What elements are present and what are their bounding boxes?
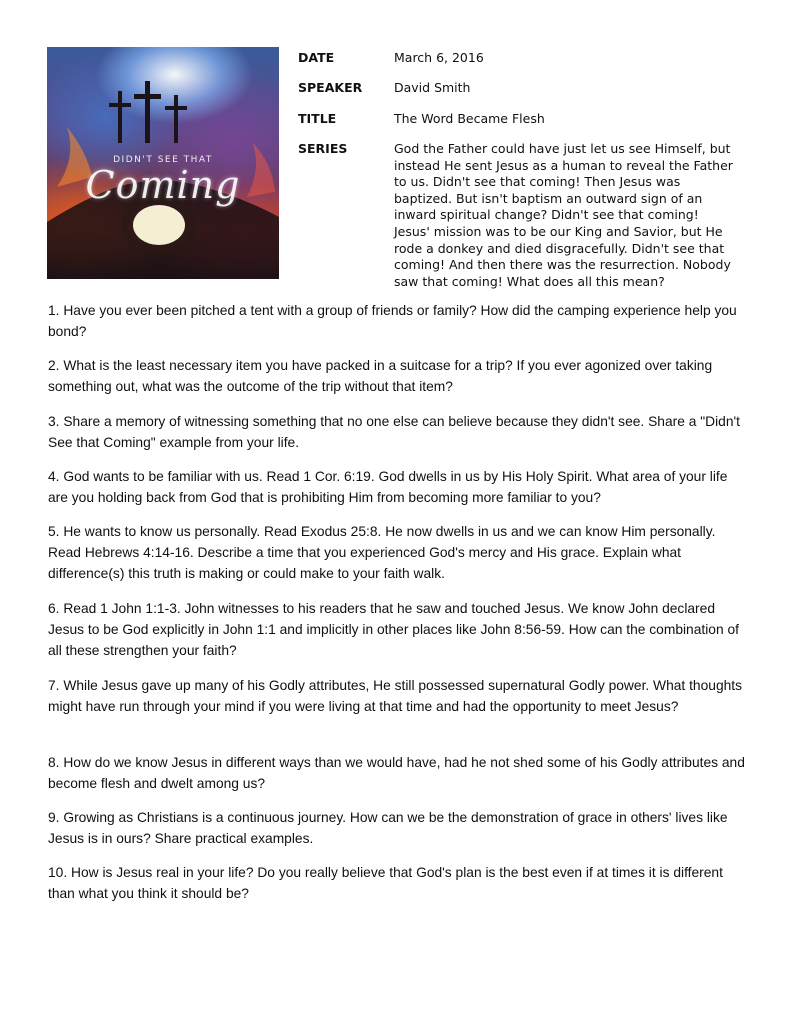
speaker-value: David Smith [394, 80, 471, 95]
speaker-label: SPEAKER [298, 80, 363, 95]
question-item: 1. Have you ever been pitched a tent with a group of friends or family? How did the camping experience help you bond? [48, 303, 737, 339]
question-item: 7. While Jesus gave up many of his Godly attributes, He still possessed supernatural Godly power. What thoughts might have run through your mind if you were living at that time and had the opportunity to meet Jesus? [48, 678, 743, 714]
artwork-title-small: DIDN'T SEE THAT [113, 155, 213, 165]
question-item: 10. How is Jesus real in your life? Do you really believe that God's plan is the best even if at times it is different than what you think it should be? [48, 865, 723, 901]
date-value: March 6, 2016 [394, 50, 484, 65]
artwork-title-large: Coming [85, 163, 241, 207]
title-label: TITLE [298, 111, 337, 126]
date-label: DATE [298, 50, 335, 65]
question-item: 4. God wants to be familiar with us. Read 1 Cor. 6:19. God dwells in us by His Holy Spirit. What area of your life are you holding back from God that is prohibiting Him from becoming more familiar to you? [48, 469, 728, 505]
sermon-series-artwork [47, 47, 279, 279]
question-item: 6. Read 1 John 1:1-3. John witnesses to his readers that he saw and touched Jesus. We know John declared Jesus to be God explicitly in John 1:1 and implicitly in other places like John 8:56-59. How can the combination of all these strengthen your faith? [48, 601, 739, 658]
series-label: SERIES [298, 141, 348, 156]
question-item: 2. What is the least necessary item you have packed in a suitcase for a trip? If you ever agonized over taking something out, what was the outcome of the trip without that item? [48, 358, 713, 394]
question-item: 8. How do we know Jesus in different ways than we would have, had he not shed some of his Godly attributes and become flesh and dwelt among us? [48, 755, 745, 791]
question-item: 9. Growing as Christians is a continuous journey. How can we be the demonstration of grace in others' lives like Jesus is in ours? Share practical examples. [48, 810, 728, 846]
series-description: God the Father could have just let us see Himself, but instead He sent Jesus as a human to reveal the Father to us. Didn't see that coming! Then Jesus was baptized. But isn't baptism an outward sign of an inward spiritual change? Didn't see that coming! Jesus' mission was to be our King and Savior, but He rode a donkey and died disgracefully. Didn't see that coming! And then there was the resurrection. Nobody saw that coming! What does all this mean? [394, 141, 733, 289]
title-value: The Word Became Flesh [394, 111, 545, 126]
question-item: 5. He wants to know us personally. Read Exodus 25:8. He now dwells in us and we can know Him personally. Read Hebrews 4:14-16. Describe a time that you experienced God's mercy and His grace. Explain what difference(s) this truth is making or could make to your faith walk. [48, 524, 716, 581]
question-item: 3. Share a memory of witnessing something that no one else can believe because they didn't see. Share a "Didn't See that Coming" example from your life. [48, 414, 740, 450]
